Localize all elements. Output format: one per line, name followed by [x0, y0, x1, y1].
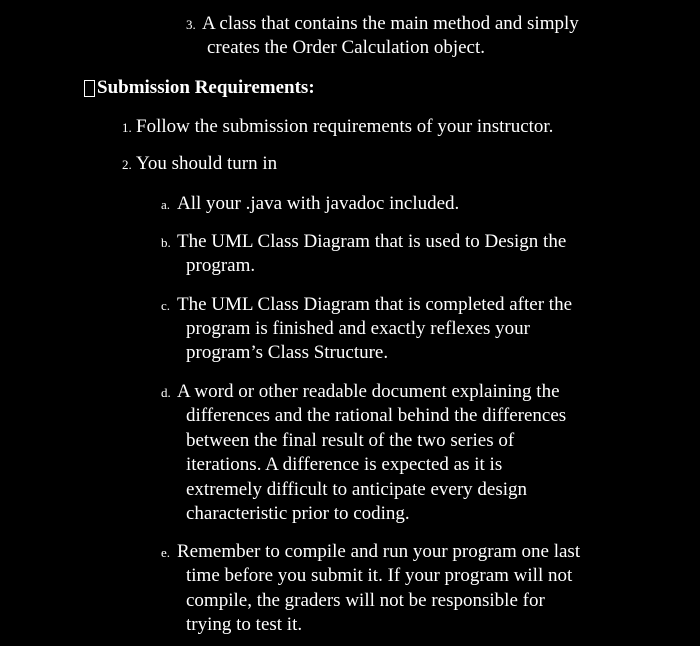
list-item-text-line: Remember to compile and run your program one last	[177, 541, 581, 562]
list-item-text-line: program is finished and exactly reflexes your	[186, 318, 530, 339]
list-item-text-line: program’s Class Structure.	[186, 342, 389, 363]
section-heading	[84, 76, 315, 100]
list-marker: c.	[161, 298, 171, 313]
list-item-text-line: compile, the graders will not be responsible for	[186, 590, 545, 611]
list-item-text-line: extremely difficult to anticipate every design	[186, 479, 527, 500]
list-item-text-line: program.	[186, 255, 256, 276]
list-marker: 2.	[122, 157, 132, 172]
list-item-text: You should turn in	[136, 153, 278, 174]
list-marker: 3.	[186, 17, 196, 32]
list-marker: b.	[161, 235, 171, 250]
list-item-text-line: creates the Order Calculation object.	[207, 37, 486, 58]
list-item-text-line: The UML Class Diagram that is completed after the	[177, 294, 573, 315]
list-item-text-line: The UML Class Diagram that is used to Design the	[177, 231, 567, 252]
list-marker: a.	[161, 197, 171, 212]
list-marker: d.	[161, 385, 171, 400]
list-item-text-line: A class that contains the main method and simply	[202, 13, 579, 34]
list-item-text-line: iterations. A difference is expected as it is	[186, 454, 503, 475]
list-item-text: Follow the submission requirements of your instructor.	[136, 116, 554, 137]
list-item-text-line: All your .java with javadoc included.	[177, 193, 460, 214]
missing-glyph-icon	[84, 80, 95, 97]
list-item-text-line: A word or other readable document explaining the	[177, 381, 560, 402]
section-heading-text: Submission Requirements:	[97, 77, 315, 98]
list-item-text-line: between the final result of the two series of	[186, 430, 515, 451]
list-item-text-line: differences and the rational behind the differences	[186, 405, 567, 426]
list-item-text-line: trying to test it.	[186, 614, 303, 635]
list-item-text-line: characteristic prior to coding.	[186, 503, 410, 524]
list-marker: 1.	[122, 120, 132, 135]
list-marker: e.	[161, 545, 171, 560]
list-item-text-line: time before you submit it. If your program will not	[186, 565, 573, 586]
